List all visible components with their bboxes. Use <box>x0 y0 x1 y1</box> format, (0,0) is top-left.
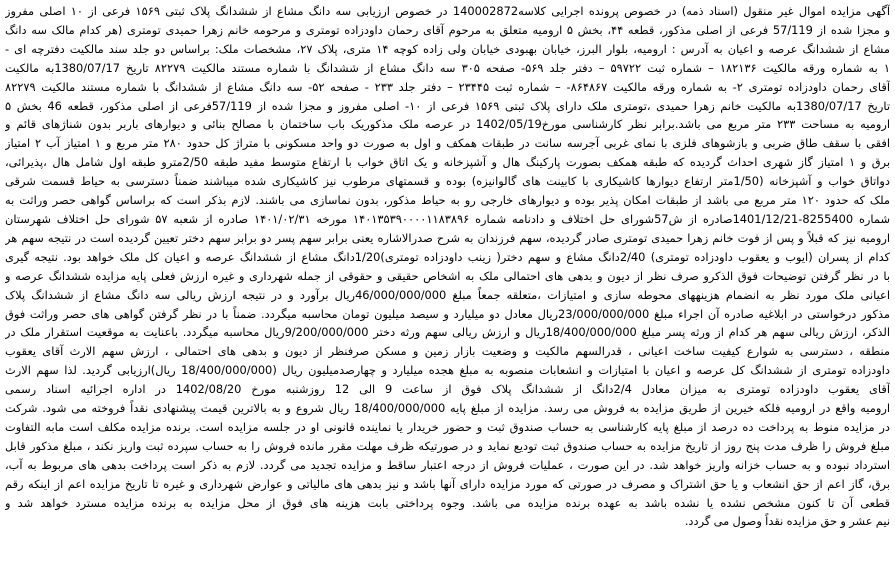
notice-line: شماره 8255400-1401/12/21صادره از ش57شورای حل اختلاف و دادنامه شماره ۱۴۰۱۳۵۳۹۰۰۰۰۱۱۸۳۸۹۶ مورخه ۱۴۰۱/۰۲/۳۱ صادره از شعبه ۵۷ شورای حل اختلاف شهرستان <box>5 211 890 226</box>
notice-line: منطقه ، دسترسی به شوارع کیفیت ساخت اعیانی ، قدرالسهم مالکیت و وضعیت بازار زمین و مسکن صرفنظر از دیون و بدهی های احتمالی ، ارزش سهم الارث آقای یعقوب <box>5 344 890 359</box>
auction-notice-text <box>5 2 890 531</box>
notice-line: و مجزا شده از 57/119 فرعی از اصلی مذکور، قطعه ۴۴، بخش ۵ ارومیه متعلق به مرحوم آقای رحمان داودزاده تومتری و مرحومه خانم زهرا حمیدی تومتری (هر کدام مالک سه دانگ <box>5 22 890 37</box>
notice-line: استرداد نبوده و به حساب خزانه واریز خواهد شد. در این صورت ، عملیات فروش از درجه اعتبار ساقط و مزایده تجدید می گردد. لازم به ذکر است پرداخت بدهی های مربوط به آب، <box>5 457 890 472</box>
notice-line: با در نظر گرفتن توضیحات فوق الذکرو صرف نظر از دیون و بدهی های احتمالی ملک به اشخاص حقیقی و حقوقی از جمله شهرداری و غیره ارزش فعلی پایه مزایده ششدانگ عرصه و <box>5 268 890 283</box>
notice-line: کدام از پسران (ایوب و یعقوب داودزاده تومتری) 2/40دانگ مشاع و سهم دختر( زینب داودزاده تومتری)1/20دانگ مشاع از ششدانگ عرصه و اعیان کل ملک خواهد بود. نتیجه گیری <box>5 249 890 264</box>
notice-line: ۱ به شماره ورقه مالکیت ۱۸۲۱۳۶ – شماره ثبت ۵۹۷۲۲ – دفتر جلد ۵۶۹- صفحه ۳۰۵ سه دانگ مشاع از ششدانگ با شماره مستند مالکیت ۸۲۲۷۹ تاریخ 1380/07/17به مالکیت <box>5 60 890 75</box>
notice-line: ارومیه نیز که قبلاً و پس از فوت خانم زهرا حمیدی تومتری صادر گردیده، سهم فرزندان به شرح صدرالاشاره یعنی برابر سهم پسر دو برابر سهم دختر تعیین گردیده است در نتیجه سهم هر <box>5 230 890 245</box>
notice-line: ارومیه به مساحت ۲۳۳ متر مربع می باشد.برابر نظر کارشناسی مورخ1402/05/19 در عرصه ملک مذکوریک باب ساختمان با مصالح بنائی و دیوارهای باربر بدون شناژهای قائم و <box>5 117 890 132</box>
notice-line: افقی با سقف طاق ضربی و بازشوهای فلزی با نمای غربی آجرسه سانت در طبقات همکف و اول به صورت دو واحد مسکونی با متراژ کل حدود ۲۸۰ متر مربع و ۱ امتیاز آب ۲ امتیاز <box>5 136 890 151</box>
notice-line: مذکور درخواستی در ابلاغیه صادره آن اجراء مبلغ 23/000/000/000ریال معادل دو میلیارد و سیصد میلیون تومان محاسبه میگردد. ضمناً با در نظر گرفتن گواهی های حصر وراثت فوق <box>5 306 890 321</box>
notice-line: در مزایده منوط به پرداخت ده درصد از مبلغ پایه کارشناسی به حساب صندوق ثبت و حضور خریدار یا نماینده قانونی او در جلسه مزایده است. برنده مزایده مکلف است مابه التفاوت <box>5 419 890 434</box>
notice-line: مبلغ فروش را ظرف مدت پنج روز از تاریخ مزایده به حساب صندوق ثبت تودیع نماید و در صورتیکه ظرف مهلت مقرر مانده فروش را به حساب سپرده ثبت واریز نکند ، مبلغ مذکور قابل <box>5 438 890 453</box>
notice-line: اعیانی ملک مورد نظر به انضمام هزینههای محوطه سازی و امتیازات ،متعلقه جمعاً مبلغ 46/000/000/000ریال برآورد و در نتیجه ارزش ریالی سه دانگ مشاع از ششدانگ پلاک <box>5 287 890 302</box>
notice-line: آقای یعقوب داودزاده تومتری به میزان معادل 2/4دانگ از ششدانگ پلاک فوق از ساعت 9 الی 12 روزشنبه مورخ 1402/08/20 در اداره اجرائیه اسناد رسمی <box>5 382 890 397</box>
notice-line: برق، گاز اعم از حق انشعاب و یا حق اشتراک و مصرف در صورتی که مورد مزایده دارای آنها باشد و نیز بدهی های مالیاتی و عوارض شهرداری و غیره تا تاریخ مزایده اعم از اینکه رقم <box>5 476 890 491</box>
notice-line: تاریخ 1380/07/17به مالکیت خانم زهرا حمیدی ،تومتری ملک دارای پلاک ثبتی ۱۵۶۹ فرعی از ۱۰- اصلی مفروز و مجزا شده از 57/119فرعی از اصلی مذکور، قطعه 46 بخش ۵ <box>5 98 890 113</box>
notice-line: برق و ۱ امتیاز گاز شهری احداث گردیده که طبقه همکف بصورت پارکینگ هال و آشپزخانه و یک اتاق خواب با ارتفاع متوسط مفید طبقه 2/50مترو طبقه اول شامل هال ،پذیرائی، <box>5 155 890 170</box>
notice-line: قطعی آن تا کنون مشخص نشده یا نشده باشد به عهده برنده مزایده می باشد. وجوه پرداختی بابت هزینه های فوق از محل مزایده به برنده مزایده مسترد خواهد شد و <box>5 495 890 510</box>
notice-line: آقای رحمان داودزاده تومتری ۲- به شماره ورقه مالکیت ۸۶۴۸۶۷- – شماره ثبت ۲۳۴۴۵ – دفتر جلد ۲۳۳ - صفحه ۵۲- سه دانگ مشاع از ششدانگ با شماره مستند مالکیت ۸۲۲۷۹ <box>5 79 890 94</box>
notice-line: دواتاق خواب و آشپزخانه (1/50متر ارتفاع دیوارها کاشیکاری با کابینت های گالوانیزه) بوده و قسمتهای مرطوب نیز کاشیکاری شده میباشند ضمناً دسترسی به حیاط قسمت شرقی <box>5 174 890 189</box>
notice-line: الذکر، ارزش ریالی سهم هر کدام از ورثه پسر مبلغ 18/400/000/000ریال و ارزش ریالی سهم ورثه دختر 9/200/000/000ریال محاسبه میگردد. باعنایت به موقعیت استقرار ملک در <box>5 325 890 340</box>
notice-line: مشاع از ششدانگ عرصه و اعیان به آدرس : ارومیه، بلوار البرز، خیابان بهبودی خیابان ولی زاده کوچه ۱۴ متری، پلاک ۲۷، مشخصات ملک: براساس دو جلد سند مالکیت دفترچه ای - <box>5 41 890 56</box>
notice-line: ارومیه واقع در ارومیه فلکه خیرین از طریق مزایده به فروش می رسد. مزایده از مبلغ پایه 18/400/000/000 ریال شروع و به بالاترین قیمت پیشنهادی نقداً فروخته می شود. شرکت <box>5 401 890 416</box>
notice-line: ملک که حدود ۱۲۰ متر مربع می باشد از طبقات امکان پذیر بوده و دیوارهای خارجی رو به حیاط مذکور، بدون نماسازی می باشند. لازم بذکر است که براساس گواهی حصر وراثت به <box>5 193 890 208</box>
notice-line: نیم عشر و حق مزایده نقداً وصول می گردد. <box>684 514 890 529</box>
notice-line: داودزاده تومتری از ششدانگ کل عرصه و اعیان با امتیازات و انشعابات منصوبه به مبلغ هجده میلیارد و چهارصدمیلیون ریال (18/400/000/000 ریال)ارزیابی گردید. لذا سهم الارث <box>5 363 890 378</box>
notice-line: آگهی مزایده اموال غیر منقول (اسناد ذمه) در خصوص پرونده اجرایی کلاسه140002872 در خصوص ارزیابی سه دانگ مشاع از ششدانگ پلاک ثبتی ۱۵۶۹ فرعی از ۱۰ اصلی مفروز <box>5 4 890 18</box>
